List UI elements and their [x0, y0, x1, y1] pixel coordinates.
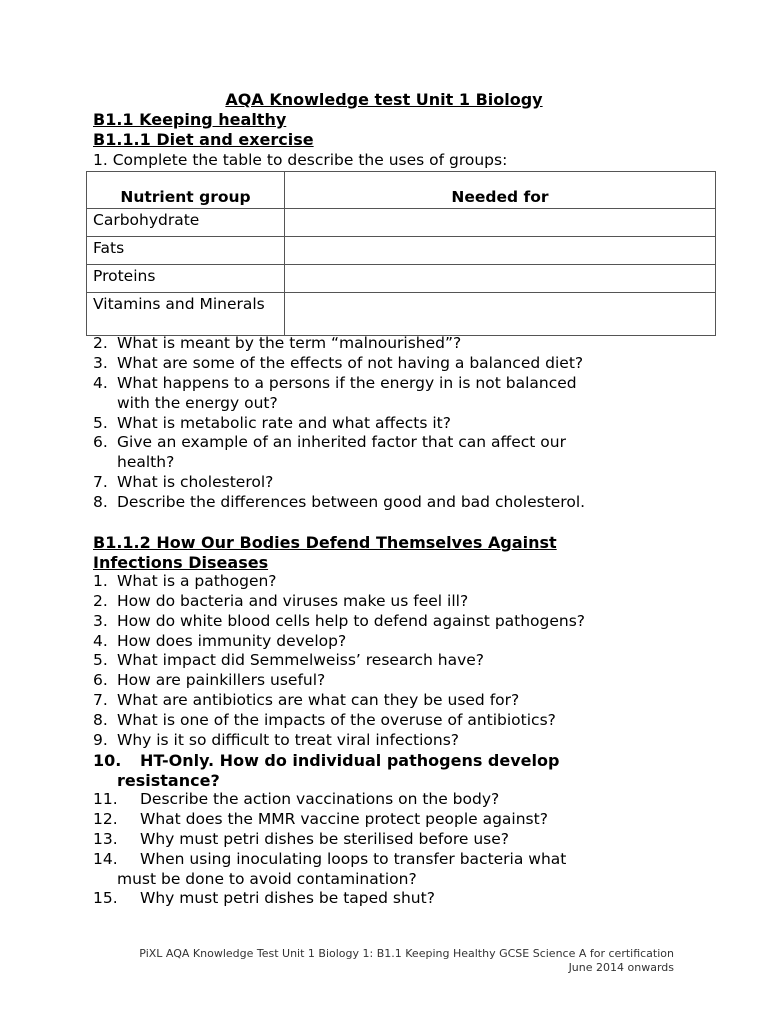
nutrient-group-cell: Vitamins and Minerals	[87, 293, 285, 336]
question-9: 9. Why is it so difficult to treat viral infections?	[93, 731, 459, 749]
question-8: 8. What is one of the impacts of the overuse of antibiotics?	[93, 711, 556, 729]
needed-for-cell[interactable]	[285, 209, 716, 237]
question-3: 3. How do white blood cells help to defend against pathogens?	[93, 612, 586, 630]
question-7: 7. What are antibiotics are what can they be used for?	[93, 691, 520, 709]
question-13: 13. Why must petri dishes be sterilised before use?	[93, 830, 510, 848]
needed-for-cell[interactable]	[285, 265, 716, 293]
subsection-heading: B1.1.1 Diet and exercise	[93, 130, 314, 149]
question-8: 8. Describe the differences between good and bad cholesterol.	[93, 493, 586, 511]
nutrient-group-cell: Proteins	[87, 265, 285, 293]
table-row	[87, 209, 716, 237]
column-header-nutrient-group: Nutrient group	[87, 172, 285, 209]
question-1: 1. Complete the table to describe the uses of groups:	[93, 151, 508, 169]
question-6: 6. Give an example of an inherited factor that can affect our health?	[93, 433, 566, 471]
nutrient-table	[86, 171, 716, 336]
needed-for-cell[interactable]	[285, 293, 716, 336]
page-footer	[54, 947, 674, 975]
question-1: 1. What is a pathogen?	[93, 572, 277, 590]
table-header-row	[87, 172, 716, 209]
question-14: 14. When using inoculating loops to transfer bacteria what must be done to avoid contamination?	[93, 850, 567, 888]
question-7: 7. What is cholesterol?	[93, 473, 274, 491]
question-6: 6. How are painkillers useful?	[93, 671, 326, 689]
footer-line-2: June 2014 onwards	[568, 961, 674, 974]
question-10-ht-only: 10. HT-Only. How do individual pathogens develop resistance?	[93, 751, 560, 790]
question-2: 2. How do bacteria and viruses make us feel ill?	[93, 592, 469, 610]
nutrient-group-cell: Fats	[87, 237, 285, 265]
document-title: AQA Knowledge test Unit 1 Biology	[225, 90, 543, 109]
section-heading: B1.1.2 How Our Bodies Defend Themselves Against	[93, 533, 557, 552]
question-5: 5. What impact did Semmelweiss’ research have?	[93, 651, 485, 669]
section-heading: B1.1 Keeping healthy	[93, 110, 287, 129]
table-row	[87, 265, 716, 293]
question-3: 3. What are some of the effects of not having a balanced diet?	[93, 354, 584, 372]
table-row	[87, 237, 716, 265]
question-11: 11. Describe the action vaccinations on the body?	[93, 790, 500, 808]
question-12: 12. What does the MMR vaccine protect people against?	[93, 810, 548, 828]
section-heading-continued: Infections Diseases	[93, 553, 269, 572]
question-5: 5. What is metabolic rate and what affects it?	[93, 414, 451, 432]
table-row	[87, 293, 716, 336]
needed-for-cell[interactable]	[285, 237, 716, 265]
column-header-needed-for: Needed for	[285, 172, 716, 209]
nutrient-group-cell: Carbohydrate	[87, 209, 285, 237]
question-15: 15. Why must petri dishes be taped shut?	[93, 889, 435, 907]
footer-line-1: PiXL AQA Knowledge Test Unit 1 Biology 1: B1.1 Keeping Healthy GCSE Science A for certification	[139, 947, 674, 960]
question-4: 4. How does immunity develop?	[93, 632, 347, 650]
question-4: 4. What happens to a persons if the energy in is not balanced with the energy out?	[93, 374, 577, 412]
question-2: 2. What is meant by the term “malnourished”?	[93, 334, 462, 352]
